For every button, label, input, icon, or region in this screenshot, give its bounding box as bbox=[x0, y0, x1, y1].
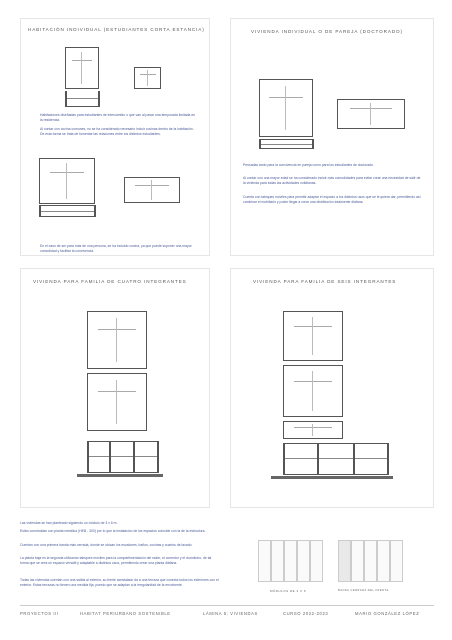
plan-cuatro-upper bbox=[87, 311, 147, 369]
text-pareja-2: Al contar con una mayor edad se ha considerado incluir más comodidades para evitar crear una necesidad de salir de la vivienda para todas las actividades cotidianas. bbox=[243, 176, 421, 185]
plan-seis-lower bbox=[283, 421, 343, 439]
module-2 bbox=[271, 540, 284, 582]
panel-seis bbox=[230, 268, 434, 508]
panel-individual bbox=[20, 18, 210, 256]
footer-rule bbox=[20, 605, 434, 606]
note-4: La planta baja es la segunda utilizando tabiques móviles para la compartimentación del salón, el comedor y el dormitorio, de tal forma que se crea un espacio versátil y adaptable a distintos usos, permitiendo crear una planta diáfana. bbox=[20, 556, 212, 565]
plan-individual-d bbox=[124, 177, 180, 203]
panel-title-seis: VIVIENDA PARA FAMILIA DE SEIS INTEGRANTES bbox=[253, 279, 397, 284]
ground-line-seis bbox=[271, 476, 393, 479]
plan-seis-upper bbox=[283, 311, 343, 361]
module-6 bbox=[338, 540, 351, 582]
module-8 bbox=[364, 540, 377, 582]
footer-course: PROYECTOS III bbox=[20, 611, 59, 616]
banda-label: BANDA CERRADA DEL FRENTE bbox=[338, 589, 389, 592]
panel-pareja bbox=[230, 18, 434, 256]
module-1 bbox=[258, 540, 271, 582]
note-1: Las viviendas se han planteado siguiendo un módulo de 3 x 6 m. bbox=[20, 521, 118, 525]
module-9 bbox=[377, 540, 390, 582]
footer-project: HABITAT PERIURBANO SOSTENIBLE bbox=[80, 611, 171, 616]
plan-pareja-b bbox=[337, 99, 405, 129]
note-2: Están construidas con planta metálica (HEB - 300) por lo que la instalación de los espacios coincide con la de la estructura. bbox=[20, 529, 206, 533]
panel-title-individual: HABITACIÓN INDIVIDUAL (ESTUDIANTES CORTA ESTANCIA) bbox=[28, 27, 205, 32]
panel-title-cuatro: VIVIENDA PARA FAMILIA DE CUATRO INTEGRANTES bbox=[33, 279, 187, 284]
panel-cuatro bbox=[20, 268, 210, 508]
text-pareja-1: Pensadas tanto para la convivencia en pareja como para los estudiantes de doctorado. bbox=[243, 163, 374, 167]
footer-sheet: LÁMINA 5: VIVIENDAS bbox=[203, 611, 258, 616]
panel-title-pareja: VIVIENDA INDIVIDUAL O DE PAREJA (DOCTORADO) bbox=[251, 29, 403, 34]
section-individual-c bbox=[39, 205, 96, 217]
plan-cuatro-lower bbox=[87, 373, 147, 431]
text-pareja-3: Cuenta con tabiques móviles para permitir adaptar el espacio a los distintos usos que se le quiera dar, permitiendo así combinar el mobiliario y poder llegar a crear una distribución totalmente diáfana. bbox=[243, 195, 421, 204]
module-4 bbox=[297, 540, 310, 582]
section-individual bbox=[65, 91, 100, 107]
footer-author: MARIO GONZÁLEZ LÓPEZ bbox=[355, 611, 420, 616]
module-3 bbox=[284, 540, 297, 582]
text-individual-2: Al contar con cocina comunes, no se ha considerado necesario incluir cocinas dentro de la habitación. De esta forma se trata de fomentar las relaciones entre los distintos estudiantes. bbox=[40, 127, 194, 136]
plan-individual-c bbox=[39, 158, 95, 204]
ground-line-cuatro bbox=[77, 474, 163, 477]
note-3: Cuentan con una primera banda más cerrada, donde se ubican los escalones, baños, cocinas y cuartos de lavado. bbox=[20, 543, 193, 547]
module-7 bbox=[351, 540, 364, 582]
plan-pareja-a bbox=[259, 79, 313, 137]
module-10 bbox=[390, 540, 403, 582]
text-individual-1: Habitaciones diseñadas para estudiantes de intercambio o que van al pasar una temporada limitada en la residencia. bbox=[40, 113, 196, 122]
plan-seis-middle bbox=[283, 365, 343, 417]
section-cuatro bbox=[87, 441, 159, 473]
module-5 bbox=[310, 540, 323, 582]
section-seis bbox=[283, 443, 389, 475]
plan-individual-b bbox=[134, 67, 161, 89]
footer-year: CURSO 2022-2023 bbox=[283, 611, 329, 616]
text-individual-3: En el caso de ser para más de una persona, se ha incluido cocina, ya que puede suponer una mayor comodidad y facilitar la convivencia. bbox=[40, 244, 192, 253]
plan-individual-a bbox=[65, 47, 99, 89]
section-pareja bbox=[259, 139, 314, 149]
modulos-label: MÓDULOS DE 3 X 6 bbox=[270, 589, 307, 593]
note-5: Todas las viviendas cuentan con una salida al exterior, su frente acristalado da a una terraza que conecta todos los exteriores con el exterior. Estas terrazas no tienen una medida fija, puesto que se adaptan a la irregularidad de la envolvente. bbox=[20, 578, 219, 587]
